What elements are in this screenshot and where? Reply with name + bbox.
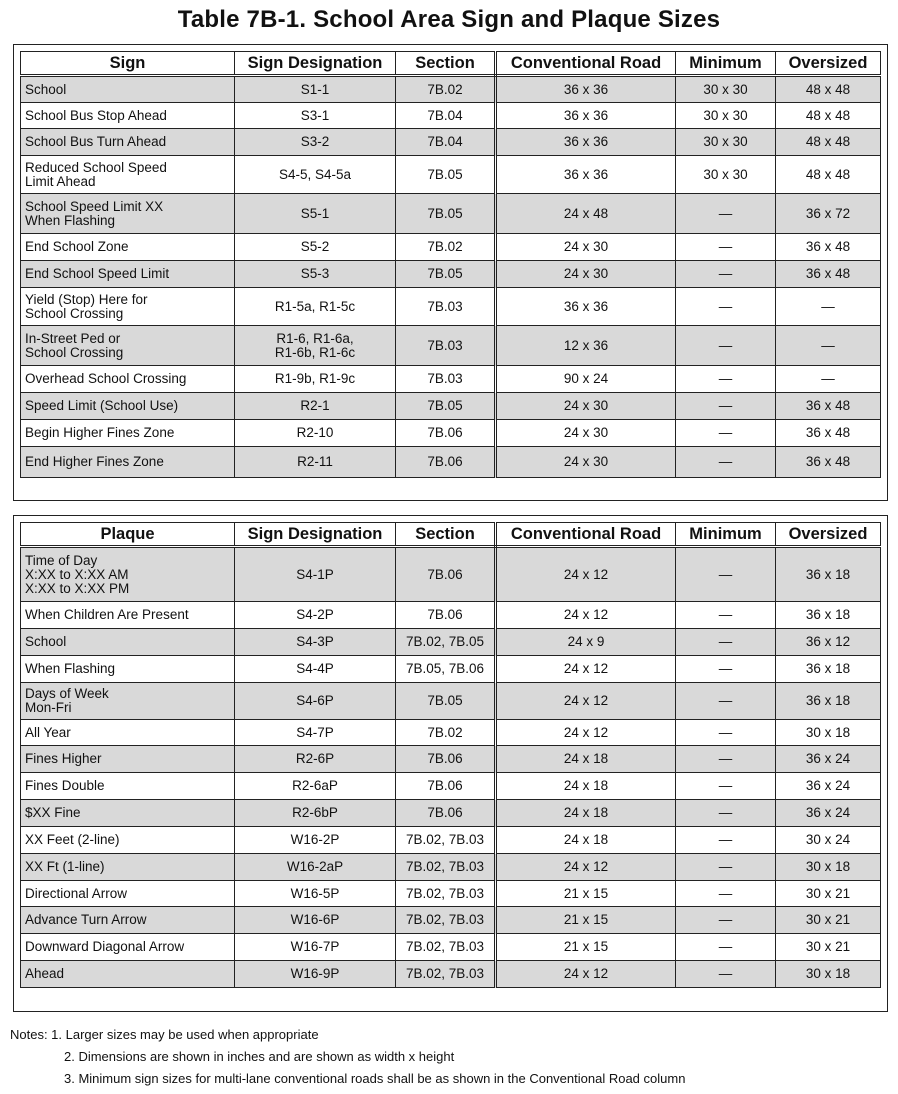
sign-cell: 48 x 48 [776,156,881,194]
plaque-cell: When Flashing [21,656,235,683]
sign-cell: 7B.05 [396,194,496,234]
plaque-cell: — [676,720,776,746]
table-row [21,720,881,746]
table-row [21,629,881,656]
sign-cell: School Bus Turn Ahead [21,129,235,156]
plaque-cell: 24 x 12 [496,656,676,683]
sign-cell: School Bus Stop Ahead [21,103,235,129]
plaque-cell: 24 x 12 [496,961,676,988]
sign-cell: 30 x 30 [676,156,776,194]
sign-cell: 36 x 48 [776,393,881,420]
sign-cell: — [676,393,776,420]
plaque-header-0: Plaque [21,523,235,547]
plaque-cell: — [676,602,776,629]
plaque-cell: Fines Double [21,773,235,800]
sign-cell: 48 x 48 [776,103,881,129]
plaque-cell: — [676,827,776,854]
plaque-table-frame [13,515,888,1012]
plaque-cell: Days of Week Mon-Fri [21,683,235,720]
sign-cell: — [676,326,776,366]
sign-cell: 24 x 30 [496,393,676,420]
sign-header-0: Sign [21,52,235,76]
sign-cell: — [676,194,776,234]
sign-cell: R1-9b, R1-9c [235,366,396,393]
plaque-cell: — [676,656,776,683]
plaque-cell: 7B.02, 7B.03 [396,881,496,907]
sign-cell: — [676,261,776,288]
plaque-cell: — [676,934,776,961]
sign-cell: R2-1 [235,393,396,420]
plaque-cell: 24 x 18 [496,746,676,773]
sign-header-3: Conventional Road [496,52,676,76]
sign-cell: Begin Higher Fines Zone [21,420,235,447]
sign-cell: Overhead School Crossing [21,366,235,393]
plaque-cell: 24 x 12 [496,602,676,629]
plaque-cell: 7B.06 [396,602,496,629]
sign-cell: 7B.06 [396,447,496,478]
sign-cell: 48 x 48 [776,129,881,156]
plaque-cell: 24 x 12 [496,683,676,720]
plaque-cell: 7B.02, 7B.03 [396,827,496,854]
table-row [21,103,881,129]
table-row [21,76,881,103]
plaque-cell: When Children Are Present [21,602,235,629]
plaque-cell: W16-2aP [235,854,396,881]
sign-cell: 90 x 24 [496,366,676,393]
plaque-cell: W16-5P [235,881,396,907]
plaque-cell: S4-1P [235,547,396,602]
plaque-header-4: Minimum [676,523,776,547]
plaque-cell: 24 x 18 [496,800,676,827]
plaque-cell: — [676,961,776,988]
plaque-cell: 7B.02, 7B.05 [396,629,496,656]
note-3: 3. Minimum sign sizes for multi-lane conventional roads shall be as shown in the Conventional Road column [64,1071,686,1086]
sign-cell: 7B.05 [396,261,496,288]
sign-cell: S1-1 [235,76,396,103]
sign-table-frame [13,44,888,501]
plaque-cell: XX Ft (1-line) [21,854,235,881]
sign-cell: S3-1 [235,103,396,129]
plaque-cell: 30 x 21 [776,907,881,934]
table-row [21,907,881,934]
plaque-cell: 36 x 12 [776,629,881,656]
sign-cell: 36 x 72 [776,194,881,234]
sign-cell: 24 x 30 [496,261,676,288]
sign-cell: — [676,288,776,326]
sign-cell: 36 x 48 [776,234,881,261]
sign-cell: In-Street Ped or School Crossing [21,326,235,366]
table-row [21,961,881,988]
sign-cell: 24 x 30 [496,447,676,478]
plaque-cell: — [676,907,776,934]
sign-cell: R1-6, R1-6a, R1-6b, R1-6c [235,326,396,366]
sign-cell: Yield (Stop) Here for School Crossing [21,288,235,326]
table-row [21,773,881,800]
sign-cell: — [676,234,776,261]
plaque-cell: Downward Diagonal Arrow [21,934,235,961]
sign-cell: R2-11 [235,447,396,478]
table-row [21,234,881,261]
plaque-header-3: Conventional Road [496,523,676,547]
plaque-cell: R2-6aP [235,773,396,800]
plaque-cell: 30 x 18 [776,961,881,988]
sign-cell: 36 x 36 [496,129,676,156]
plaque-cell: — [676,881,776,907]
plaque-cell: Fines Higher [21,746,235,773]
sign-cell: 7B.03 [396,326,496,366]
sign-cell: 7B.02 [396,234,496,261]
sign-cell: R2-10 [235,420,396,447]
notes [10,1024,685,1090]
plaque-cell: 7B.02, 7B.03 [396,934,496,961]
sign-cell: 24 x 48 [496,194,676,234]
sign-cell: S5-2 [235,234,396,261]
table-row [21,366,881,393]
sign-cell: 30 x 30 [676,76,776,103]
plaque-cell: 21 x 15 [496,881,676,907]
sign-cell: 24 x 30 [496,420,676,447]
plaque-cell: W16-2P [235,827,396,854]
sign-header-2: Section [396,52,496,76]
table-row [21,827,881,854]
sign-cell: 12 x 36 [496,326,676,366]
table-row [21,602,881,629]
sign-cell: S3-2 [235,129,396,156]
plaque-cell: 36 x 18 [776,602,881,629]
plaque-cell: — [676,854,776,881]
table-row [21,746,881,773]
table-title: Table 7B-1. School Area Sign and Plaque Sizes [177,6,721,33]
sign-cell: S5-3 [235,261,396,288]
sign-cell: End School Zone [21,234,235,261]
plaque-cell: S4-4P [235,656,396,683]
sign-cell: 7B.05 [396,156,496,194]
plaque-cell: 7B.02 [396,720,496,746]
plaque-header-5: Oversized [776,523,881,547]
sign-cell: 30 x 30 [676,129,776,156]
plaque-cell: — [676,547,776,602]
plaque-cell: 24 x 12 [496,720,676,746]
table-row [21,683,881,720]
sign-cell: 36 x 48 [776,420,881,447]
plaque-cell: R2-6bP [235,800,396,827]
plaque-cell: 7B.06 [396,547,496,602]
plaque-cell: Directional Arrow [21,881,235,907]
plaque-cell: 36 x 18 [776,656,881,683]
sign-cell: — [676,366,776,393]
table-row [21,934,881,961]
plaque-cell: Advance Turn Arrow [21,907,235,934]
plaque-header-1: Sign Designation [235,523,396,547]
plaque-cell: R2-6P [235,746,396,773]
sign-cell: S5-1 [235,194,396,234]
sign-cell: 7B.05 [396,393,496,420]
table-row [21,156,881,194]
sign-header-5: Oversized [776,52,881,76]
sign-cell: 24 x 30 [496,234,676,261]
plaque-cell: $XX Fine [21,800,235,827]
plaque-cell: 36 x 24 [776,800,881,827]
sign-table-header-row [21,52,881,76]
plaque-cell: S4-3P [235,629,396,656]
plaque-cell: 24 x 9 [496,629,676,656]
sign-cell: 7B.03 [396,288,496,326]
table-row [21,326,881,366]
sign-cell: Reduced School Speed Limit Ahead [21,156,235,194]
plaque-cell: — [676,746,776,773]
plaque-cell: 30 x 18 [776,854,881,881]
note-2: 2. Dimensions are shown in inches and are shown as width x height [64,1049,455,1064]
sign-cell: 36 x 36 [496,288,676,326]
plaque-cell: 21 x 15 [496,934,676,961]
plaque-cell: Ahead [21,961,235,988]
plaque-cell: 24 x 18 [496,827,676,854]
table-row [21,261,881,288]
plaque-cell: 21 x 15 [496,907,676,934]
plaque-cell: 7B.06 [396,800,496,827]
table-row [21,420,881,447]
table-row [21,656,881,683]
plaque-cell: 7B.06 [396,773,496,800]
plaque-cell: S4-2P [235,602,396,629]
plaque-cell: 7B.06 [396,746,496,773]
plaque-cell: — [676,800,776,827]
plaque-cell: 7B.02, 7B.03 [396,961,496,988]
plaque-cell: W16-9P [235,961,396,988]
sign-cell: 7B.02 [396,76,496,103]
table-row [21,194,881,234]
plaque-cell: 24 x 18 [496,773,676,800]
sign-cell: 7B.04 [396,103,496,129]
plaque-table-header-row [21,523,881,547]
plaque-cell: 30 x 21 [776,881,881,907]
sign-cell: End School Speed Limit [21,261,235,288]
plaque-header-2: Section [396,523,496,547]
sign-cell: Speed Limit (School Use) [21,393,235,420]
table-row [21,129,881,156]
sign-cell: School Speed Limit XX When Flashing [21,194,235,234]
table-row [21,800,881,827]
plaque-cell: S4-7P [235,720,396,746]
plaque-size-table [20,522,881,988]
plaque-cell: — [676,683,776,720]
plaque-cell: School [21,629,235,656]
sign-cell: 36 x 36 [496,103,676,129]
sign-cell: — [776,366,881,393]
sign-cell: 7B.06 [396,420,496,447]
sign-cell: 36 x 48 [776,447,881,478]
plaque-cell: 36 x 24 [776,746,881,773]
plaque-cell: 30 x 18 [776,720,881,746]
plaque-cell: 7B.05 [396,683,496,720]
plaque-cell: 7B.02, 7B.03 [396,907,496,934]
plaque-cell: W16-6P [235,907,396,934]
sign-cell: — [776,288,881,326]
table-row [21,393,881,420]
sign-header-4: Minimum [676,52,776,76]
sign-cell: 36 x 36 [496,156,676,194]
plaque-cell: 36 x 18 [776,683,881,720]
sign-cell: 30 x 30 [676,103,776,129]
plaque-cell: W16-7P [235,934,396,961]
sign-size-table [20,51,881,478]
sign-cell: R1-5a, R1-5c [235,288,396,326]
plaque-cell: 24 x 12 [496,854,676,881]
plaque-cell: — [676,629,776,656]
sign-cell: 48 x 48 [776,76,881,103]
sign-cell: End Higher Fines Zone [21,447,235,478]
sign-cell: 7B.03 [396,366,496,393]
plaque-cell: S4-6P [235,683,396,720]
plaque-cell: All Year [21,720,235,746]
plaque-cell: 30 x 24 [776,827,881,854]
table-row [21,854,881,881]
table-row [21,288,881,326]
sign-cell: School [21,76,235,103]
plaque-cell: 7B.05, 7B.06 [396,656,496,683]
sign-header-1: Sign Designation [235,52,396,76]
sign-cell: — [676,420,776,447]
plaque-cell: 36 x 24 [776,773,881,800]
plaque-cell: 24 x 12 [496,547,676,602]
table-row [21,547,881,602]
plaque-cell: 30 x 21 [776,934,881,961]
plaque-cell: 7B.02, 7B.03 [396,854,496,881]
sign-cell: — [776,326,881,366]
note-1: Notes: 1. Larger sizes may be used when appropriate [10,1027,319,1042]
sign-cell: 7B.04 [396,129,496,156]
table-row [21,447,881,478]
plaque-cell: XX Feet (2-line) [21,827,235,854]
sign-cell: — [676,447,776,478]
sign-cell: 36 x 48 [776,261,881,288]
sign-cell: S4-5, S4-5a [235,156,396,194]
plaque-cell: 36 x 18 [776,547,881,602]
table-row [21,881,881,907]
plaque-cell: Time of Day X:XX to X:XX AM X:XX to X:XX PM [21,547,235,602]
sign-cell: 36 x 36 [496,76,676,103]
plaque-cell: — [676,773,776,800]
